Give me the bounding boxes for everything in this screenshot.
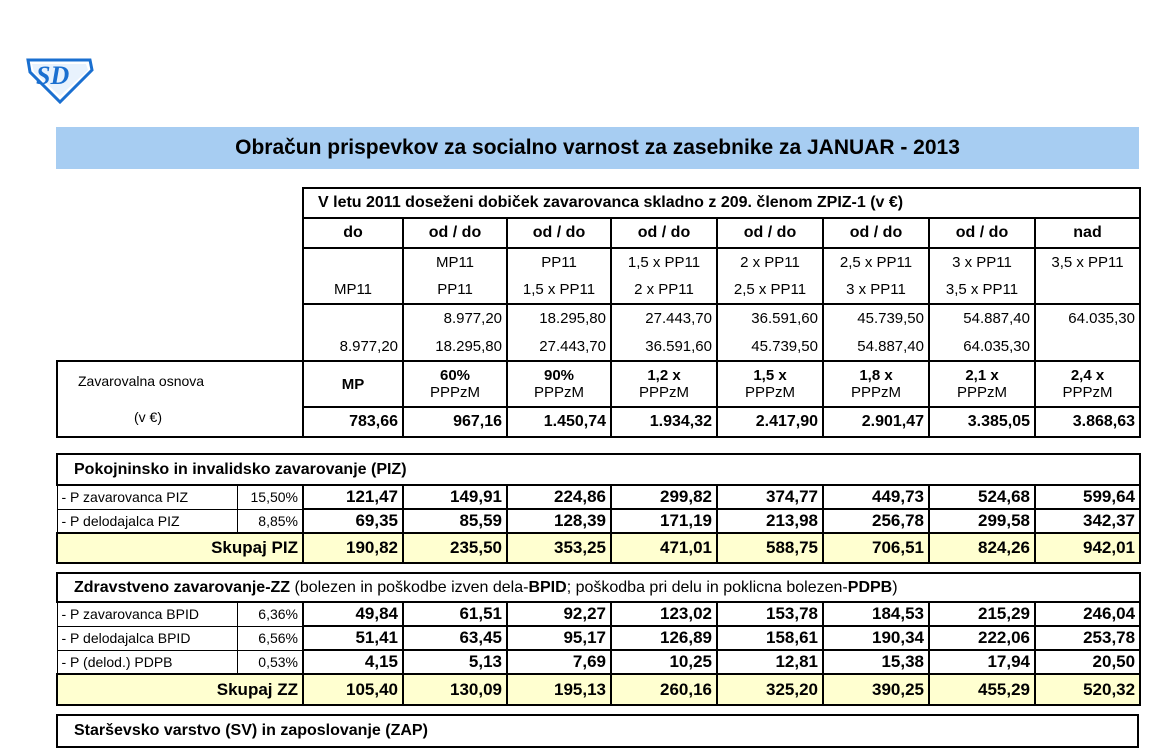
base-factor-2 [507, 361, 611, 407]
piz-total-1: 235,50 [403, 533, 507, 563]
amount-from-6: 54.887,40 [929, 304, 1035, 332]
base-factor-0 [303, 361, 403, 407]
piz-value-1: 85,59 [403, 509, 507, 533]
factor-multiplier: MP [341, 375, 365, 393]
range-to-3: 2 x PP11 [611, 276, 717, 304]
zz-value-6: 222,06 [929, 626, 1035, 650]
zz-value-1: 63,45 [403, 626, 507, 650]
zz-row-rate: 0,53% [237, 650, 303, 674]
zz-row-rate: 6,56% [237, 626, 303, 650]
zz-value-3: 123,02 [611, 602, 717, 626]
piz-value-4: 374,77 [717, 485, 823, 509]
profit-caption: V letu 2011 doseženi dobiček zavarovanca skladno z 209. členom ZPIZ-1 (v €) [303, 188, 1140, 218]
zz-value-0: 4,15 [303, 650, 403, 674]
zz-total-6: 455,29 [929, 674, 1035, 705]
piz-value-1: 149,91 [403, 485, 507, 509]
factor-multiplier: 90% [543, 367, 575, 384]
base-value-5: 2.901,47 [823, 407, 929, 437]
zz-section-title [57, 573, 1140, 602]
factor-multiplier: 60% [439, 367, 471, 384]
zz-total-7: 520,32 [1035, 674, 1140, 705]
range-from-5: 2,5 x PP11 [823, 248, 929, 276]
amount-to-4: 45.739,50 [717, 332, 823, 361]
zz-row-rate: 6,36% [237, 602, 303, 626]
base-factor-4 [717, 361, 823, 407]
piz-value-0: 121,47 [303, 485, 403, 509]
piz-total-0: 190,82 [303, 533, 403, 563]
range-from-7: 3,5 x PP11 [1035, 248, 1140, 276]
sv-section-title: Starševsko varstvo (SV) in zaposlovanje (ZAP) [57, 715, 1138, 747]
zz-value-3: 126,89 [611, 626, 717, 650]
base-value-4: 2.417,90 [717, 407, 823, 437]
bracket-label-2: od / do [507, 218, 611, 248]
factor-multiplier: 1,8 x [859, 367, 893, 384]
table-row [57, 602, 1140, 626]
base-label-cell [57, 361, 303, 437]
factor-unit: PPPzM [850, 384, 901, 401]
amount-to-2: 27.443,70 [507, 332, 611, 361]
factor-unit: PPPzM [744, 384, 795, 401]
company-logo [22, 48, 96, 104]
piz-total-3: 471,01 [611, 533, 717, 563]
zz-total-4: 325,20 [717, 674, 823, 705]
zz-value-6: 215,29 [929, 602, 1035, 626]
page-title [56, 127, 1139, 169]
piz-value-3: 299,82 [611, 485, 717, 509]
amount-from-1: 8.977,20 [403, 304, 507, 332]
bracket-label-3: od / do [611, 218, 717, 248]
zz-title-part: (bolezen in poškodbe izven dela- [290, 578, 529, 596]
amount-from-3: 27.443,70 [611, 304, 717, 332]
piz-row-label: - P delodajalca PIZ [57, 509, 237, 533]
zz-value-4: 12,81 [717, 650, 823, 674]
zz-value-2: 7,69 [507, 650, 611, 674]
amount-from-5: 45.739,50 [823, 304, 929, 332]
factor-multiplier: 2,1 x [965, 367, 999, 384]
bracket-label-6: od / do [929, 218, 1035, 248]
zz-value-7: 253,78 [1035, 626, 1140, 650]
range-to-6: 3,5 x PP11 [929, 276, 1035, 304]
range-to-7 [1035, 276, 1140, 304]
zz-value-1: 61,51 [403, 602, 507, 626]
base-unit: (v €) [134, 409, 162, 425]
piz-total-5: 706,51 [823, 533, 929, 563]
zz-table [56, 572, 1141, 706]
piz-row-rate: 8,85% [237, 509, 303, 533]
zz-total-0: 105,40 [303, 674, 403, 705]
amount-to-1: 18.295,80 [403, 332, 507, 361]
zz-title-bpid: BPID [528, 578, 567, 596]
zz-value-5: 15,38 [823, 650, 929, 674]
base-factor-7 [1035, 361, 1140, 407]
base-factor-6 [929, 361, 1035, 407]
range-to-0: MP11 [303, 276, 403, 304]
factor-multiplier: 2,4 x [1070, 367, 1105, 384]
base-value-1: 967,16 [403, 407, 507, 437]
blank-corner [57, 188, 303, 218]
range-from-6: 3 x PP11 [929, 248, 1035, 276]
bracket-label-5: od / do [823, 218, 929, 248]
factor-unit: PPPzM [429, 384, 480, 401]
piz-value-2: 224,86 [507, 485, 611, 509]
factor-unit: PPPzM [638, 384, 689, 401]
base-factor-1 [403, 361, 507, 407]
range-from-2: PP11 [507, 248, 611, 276]
base-label: Zavarovalna osnova [78, 373, 205, 389]
bracket-label-4: od / do [717, 218, 823, 248]
piz-value-7: 599,64 [1035, 485, 1140, 509]
factor-unit: PPPzM [1062, 384, 1113, 401]
zz-title-bold: Zdravstveno zavarovanje-ZZ [74, 578, 291, 596]
piz-row-rate: 15,50% [237, 485, 303, 509]
piz-value-3: 171,19 [611, 509, 717, 533]
zz-row-label: - P zavarovanca BPID [57, 602, 237, 626]
zz-total-1: 130,09 [403, 674, 507, 705]
zz-value-5: 190,34 [823, 626, 929, 650]
zz-total-5: 390,25 [823, 674, 929, 705]
piz-table [56, 453, 1141, 564]
zz-total-3: 260,16 [611, 674, 717, 705]
piz-total-label: Skupaj PIZ [57, 533, 303, 563]
range-to-1: PP11 [403, 276, 507, 304]
zz-total-2: 195,13 [507, 674, 611, 705]
piz-value-2: 128,39 [507, 509, 611, 533]
factor-unit: PPPzM [956, 384, 1007, 401]
amount-from-2: 18.295,80 [507, 304, 611, 332]
amount-from-7: 64.035,30 [1035, 304, 1140, 332]
base-value-2: 1.450,74 [507, 407, 611, 437]
range-from-1: MP11 [403, 248, 507, 276]
range-to-5: 3 x PP11 [823, 276, 929, 304]
amount-to-7 [1035, 332, 1140, 361]
range-to-4: 2,5 x PP11 [717, 276, 823, 304]
bracket-label-7: nad [1035, 218, 1140, 248]
range-from-4: 2 x PP11 [717, 248, 823, 276]
piz-value-6: 524,68 [929, 485, 1035, 509]
piz-total-2: 353,25 [507, 533, 611, 563]
zz-value-2: 92,27 [507, 602, 611, 626]
range-from-3: 1,5 x PP11 [611, 248, 717, 276]
bracket-label-1: od / do [403, 218, 507, 248]
base-value-6: 3.385,05 [929, 407, 1035, 437]
piz-value-0: 69,35 [303, 509, 403, 533]
logo-text: SD [36, 61, 70, 90]
piz-value-4: 213,98 [717, 509, 823, 533]
amount-to-0: 8.977,20 [303, 332, 403, 361]
zz-title-pdpb: PDPB [847, 578, 893, 596]
factor-unit: PPPzM [533, 384, 584, 401]
zz-value-4: 158,61 [717, 626, 823, 650]
table-row [57, 626, 1140, 650]
base-factor-5 [823, 361, 929, 407]
piz-total-4: 588,75 [717, 533, 823, 563]
zz-value-4: 153,78 [717, 602, 823, 626]
base-value-7: 3.868,63 [1035, 407, 1140, 437]
range-from-0 [303, 248, 403, 276]
zz-value-2: 95,17 [507, 626, 611, 650]
zz-value-0: 51,41 [303, 626, 403, 650]
zz-value-0: 49,84 [303, 602, 403, 626]
table-row [57, 650, 1140, 674]
zz-value-1: 5,13 [403, 650, 507, 674]
piz-value-5: 256,78 [823, 509, 929, 533]
amount-to-3: 36.591,60 [611, 332, 717, 361]
piz-value-7: 342,37 [1035, 509, 1140, 533]
amount-from-0 [303, 304, 403, 332]
zz-value-7: 20,50 [1035, 650, 1140, 674]
amount-from-4: 36.591,60 [717, 304, 823, 332]
zz-row-label: - P delodajalca BPID [57, 626, 237, 650]
zz-total-label: Skupaj ZZ [57, 674, 303, 705]
zz-value-5: 184,53 [823, 602, 929, 626]
piz-value-6: 299,58 [929, 509, 1035, 533]
base-value-0: 783,66 [303, 407, 403, 437]
table-row [57, 485, 1140, 509]
income-bracket-table [56, 187, 1141, 438]
piz-total-7: 942,01 [1035, 533, 1140, 563]
base-value-3: 1.934,32 [611, 407, 717, 437]
table-row [57, 509, 1140, 533]
amount-to-5: 54.887,40 [823, 332, 929, 361]
factor-multiplier: 1,5 x [753, 367, 787, 384]
zz-value-3: 10,25 [611, 650, 717, 674]
amount-to-6: 64.035,30 [929, 332, 1035, 361]
zz-title-part2: ; poškodba pri delu in poklicna bolezen- [566, 578, 848, 596]
piz-row-label: - P zavarovanca PIZ [57, 485, 237, 509]
factor-multiplier: 1,2 x [647, 367, 681, 384]
page-title-text: Obračun prispevkov za socialno varnost za zasebnike za JANUAR - 2013 [235, 136, 960, 159]
piz-section-title: Pokojninsko in invalidsko zavarovanje (PIZ) [57, 454, 1140, 485]
piz-total-6: 824,26 [929, 533, 1035, 563]
zz-value-7: 246,04 [1035, 602, 1140, 626]
zz-value-6: 17,94 [929, 650, 1035, 674]
bracket-label-0: do [303, 218, 403, 248]
zz-row-label: - P (delod.) PDPB [57, 650, 237, 674]
range-to-2: 1,5 x PP11 [507, 276, 611, 304]
base-factor-3 [611, 361, 717, 407]
piz-value-5: 449,73 [823, 485, 929, 509]
zz-title-end: ) [892, 578, 898, 596]
